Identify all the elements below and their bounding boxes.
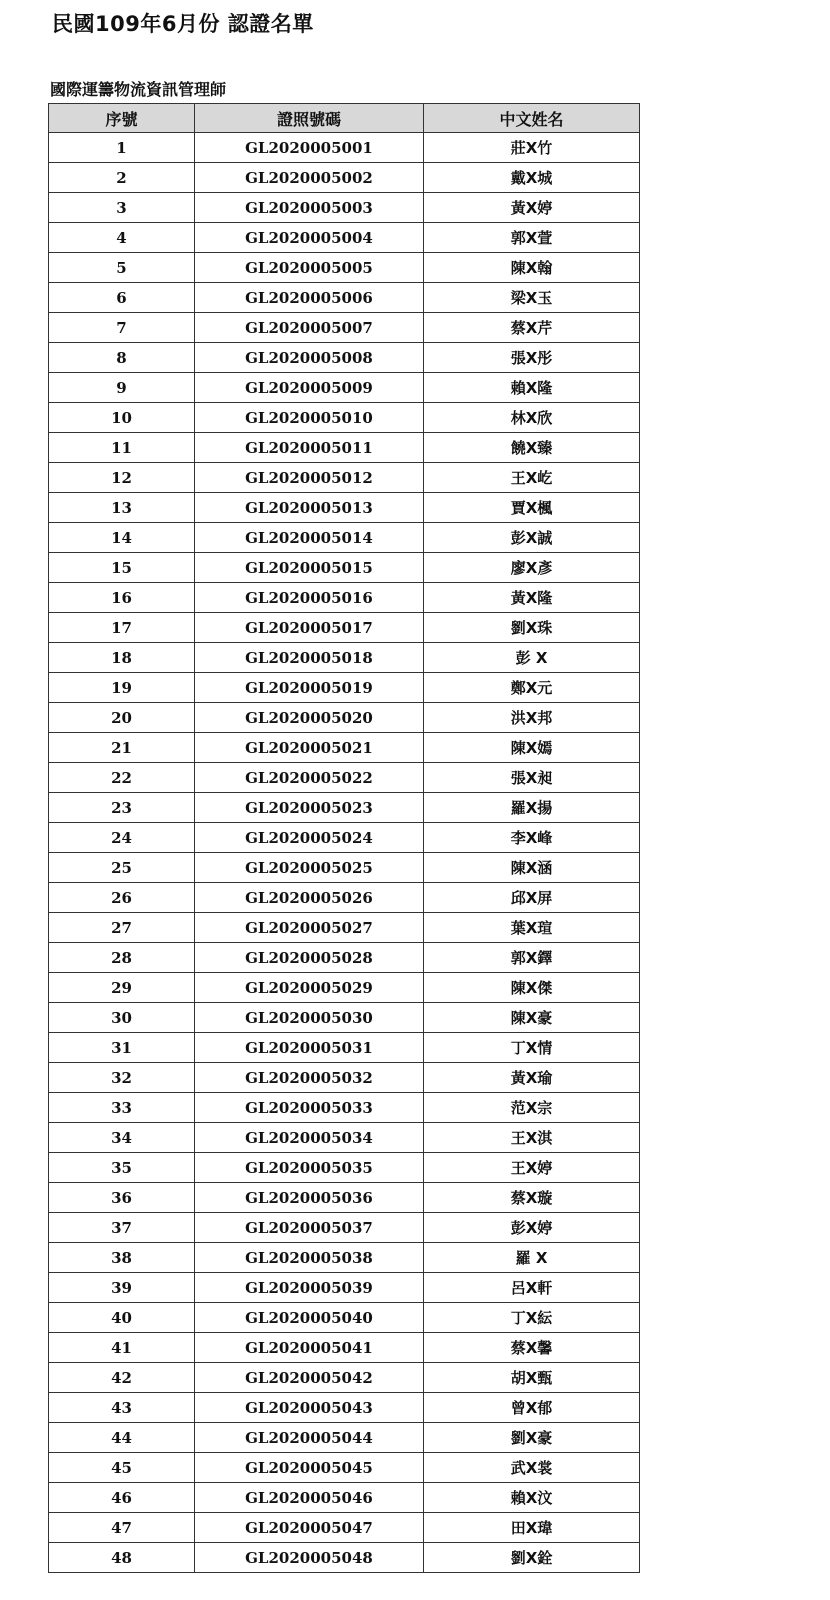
table-row [49, 1123, 640, 1153]
table-row [49, 763, 640, 793]
table-row [49, 133, 640, 163]
cell-chinese-name: 洪X邦 [424, 703, 640, 733]
cell-certificate-number: GL2020005005 [195, 253, 424, 283]
cell-chinese-name: 張X彤 [424, 343, 640, 373]
cell-serial-number: 36 [49, 1183, 195, 1213]
cell-serial-number: 35 [49, 1153, 195, 1183]
table-row [49, 1423, 640, 1453]
cell-serial-number: 11 [49, 433, 195, 463]
header-chinese-name: 中文姓名 [424, 104, 640, 133]
cell-serial-number: 29 [49, 973, 195, 1003]
cell-certificate-number: GL2020005006 [195, 283, 424, 313]
cell-chinese-name: 劉X珠 [424, 613, 640, 643]
cell-certificate-number: GL2020005012 [195, 463, 424, 493]
table-row [49, 943, 640, 973]
header-certificate-number: 證照號碼 [195, 104, 424, 133]
table-row [49, 613, 640, 643]
table-row [49, 253, 640, 283]
cell-serial-number: 26 [49, 883, 195, 913]
cell-certificate-number: GL2020005041 [195, 1333, 424, 1363]
table-row [49, 733, 640, 763]
cell-certificate-number: GL2020005013 [195, 493, 424, 523]
cell-chinese-name: 李X峰 [424, 823, 640, 853]
cell-chinese-name: 賴X汶 [424, 1483, 640, 1513]
cell-chinese-name: 莊X竹 [424, 133, 640, 163]
certification-table-container [48, 103, 639, 1573]
cell-serial-number: 22 [49, 763, 195, 793]
cell-certificate-number: GL2020005028 [195, 943, 424, 973]
table-row [49, 913, 640, 943]
table-row [49, 283, 640, 313]
table-body [49, 133, 640, 1573]
cell-certificate-number: GL2020005003 [195, 193, 424, 223]
cell-certificate-number: GL2020005034 [195, 1123, 424, 1153]
cell-chinese-name: 曾X郁 [424, 1393, 640, 1423]
cell-chinese-name: 田X瑋 [424, 1513, 640, 1543]
cell-chinese-name: 彭 X [424, 643, 640, 673]
header-row [49, 104, 640, 133]
cell-certificate-number: GL2020005001 [195, 133, 424, 163]
cell-certificate-number: GL2020005036 [195, 1183, 424, 1213]
cell-serial-number: 9 [49, 373, 195, 403]
cell-serial-number: 6 [49, 283, 195, 313]
cell-certificate-number: GL2020005033 [195, 1093, 424, 1123]
cell-chinese-name: 陳X豪 [424, 1003, 640, 1033]
cell-serial-number: 10 [49, 403, 195, 433]
cell-certificate-number: GL2020005047 [195, 1513, 424, 1543]
cell-certificate-number: GL2020005008 [195, 343, 424, 373]
cell-serial-number: 8 [49, 343, 195, 373]
cell-serial-number: 12 [49, 463, 195, 493]
cell-certificate-number: GL2020005022 [195, 763, 424, 793]
cell-certificate-number: GL2020005016 [195, 583, 424, 613]
cell-serial-number: 38 [49, 1243, 195, 1273]
cell-serial-number: 44 [49, 1423, 195, 1453]
cell-chinese-name: 戴X城 [424, 163, 640, 193]
table-row [49, 193, 640, 223]
table-row [49, 1213, 640, 1243]
cell-certificate-number: GL2020005031 [195, 1033, 424, 1063]
table-row [49, 553, 640, 583]
cell-certificate-number: GL2020005025 [195, 853, 424, 883]
cell-serial-number: 43 [49, 1393, 195, 1423]
cell-certificate-number: GL2020005023 [195, 793, 424, 823]
certification-table [48, 103, 640, 1573]
cell-chinese-name: 黃X婷 [424, 193, 640, 223]
cell-serial-number: 14 [49, 523, 195, 553]
table-row [49, 1273, 640, 1303]
cell-chinese-name: 梁X玉 [424, 283, 640, 313]
cell-chinese-name: 呂X軒 [424, 1273, 640, 1303]
cell-serial-number: 42 [49, 1363, 195, 1393]
cell-serial-number: 45 [49, 1453, 195, 1483]
cell-chinese-name: 劉X銓 [424, 1543, 640, 1573]
cell-chinese-name: 蔡X芹 [424, 313, 640, 343]
table-header [49, 104, 640, 133]
table-row [49, 1513, 640, 1543]
cell-serial-number: 21 [49, 733, 195, 763]
cell-chinese-name: 王X淇 [424, 1123, 640, 1153]
table-row [49, 523, 640, 553]
table-row [49, 583, 640, 613]
cell-chinese-name: 陳X嫣 [424, 733, 640, 763]
table-row [49, 343, 640, 373]
cell-certificate-number: GL2020005010 [195, 403, 424, 433]
cell-certificate-number: GL2020005002 [195, 163, 424, 193]
cell-certificate-number: GL2020005020 [195, 703, 424, 733]
cell-chinese-name: 彭X誠 [424, 523, 640, 553]
cell-certificate-number: GL2020005045 [195, 1453, 424, 1483]
cell-certificate-number: GL2020005039 [195, 1273, 424, 1303]
cell-chinese-name: 葉X瑄 [424, 913, 640, 943]
cell-certificate-number: GL2020005030 [195, 1003, 424, 1033]
cell-certificate-number: GL2020005019 [195, 673, 424, 703]
cell-chinese-name: 彭X婷 [424, 1213, 640, 1243]
table-row [49, 403, 640, 433]
cell-chinese-name: 鄭X元 [424, 673, 640, 703]
cell-certificate-number: GL2020005007 [195, 313, 424, 343]
cell-serial-number: 40 [49, 1303, 195, 1333]
cell-chinese-name: 陳X翰 [424, 253, 640, 283]
table-row [49, 1393, 640, 1423]
table-row [49, 673, 640, 703]
table-row [49, 703, 640, 733]
table-row [49, 1033, 640, 1063]
cell-certificate-number: GL2020005018 [195, 643, 424, 673]
cell-serial-number: 15 [49, 553, 195, 583]
cell-chinese-name: 王X屹 [424, 463, 640, 493]
cell-serial-number: 48 [49, 1543, 195, 1573]
section-title: 國際運籌物流資訊管理師 [50, 80, 227, 99]
cell-chinese-name: 黃X瑜 [424, 1063, 640, 1093]
cell-chinese-name: 羅X揚 [424, 793, 640, 823]
table-row [49, 163, 640, 193]
cell-serial-number: 46 [49, 1483, 195, 1513]
cell-serial-number: 16 [49, 583, 195, 613]
cell-certificate-number: GL2020005037 [195, 1213, 424, 1243]
cell-serial-number: 4 [49, 223, 195, 253]
cell-certificate-number: GL2020005032 [195, 1063, 424, 1093]
cell-serial-number: 33 [49, 1093, 195, 1123]
table-row [49, 883, 640, 913]
cell-chinese-name: 郭X萱 [424, 223, 640, 253]
cell-chinese-name: 范X宗 [424, 1093, 640, 1123]
table-row [49, 1093, 640, 1123]
table-row [49, 463, 640, 493]
cell-certificate-number: GL2020005046 [195, 1483, 424, 1513]
cell-serial-number: 39 [49, 1273, 195, 1303]
cell-chinese-name: 林X欣 [424, 403, 640, 433]
cell-chinese-name: 饒X臻 [424, 433, 640, 463]
table-row [49, 853, 640, 883]
cell-certificate-number: GL2020005004 [195, 223, 424, 253]
cell-certificate-number: GL2020005015 [195, 553, 424, 583]
table-row [49, 373, 640, 403]
table-row [49, 313, 640, 343]
cell-serial-number: 5 [49, 253, 195, 283]
cell-chinese-name: 陳X涵 [424, 853, 640, 883]
table-row [49, 823, 640, 853]
cell-certificate-number: GL2020005024 [195, 823, 424, 853]
cell-certificate-number: GL2020005026 [195, 883, 424, 913]
cell-certificate-number: GL2020005011 [195, 433, 424, 463]
cell-serial-number: 34 [49, 1123, 195, 1153]
table-row [49, 433, 640, 463]
cell-serial-number: 17 [49, 613, 195, 643]
table-row [49, 1303, 640, 1333]
cell-chinese-name: 丁X紜 [424, 1303, 640, 1333]
cell-chinese-name: 張X昶 [424, 763, 640, 793]
cell-certificate-number: GL2020005043 [195, 1393, 424, 1423]
cell-certificate-number: GL2020005042 [195, 1363, 424, 1393]
cell-serial-number: 27 [49, 913, 195, 943]
cell-serial-number: 25 [49, 853, 195, 883]
cell-certificate-number: GL2020005021 [195, 733, 424, 763]
cell-serial-number: 3 [49, 193, 195, 223]
table-row [49, 1003, 640, 1033]
cell-chinese-name: 蔡X馨 [424, 1333, 640, 1363]
cell-serial-number: 1 [49, 133, 195, 163]
cell-certificate-number: GL2020005014 [195, 523, 424, 553]
table-row [49, 493, 640, 523]
cell-chinese-name: 黃X隆 [424, 583, 640, 613]
cell-certificate-number: GL2020005038 [195, 1243, 424, 1273]
cell-certificate-number: GL2020005029 [195, 973, 424, 1003]
cell-chinese-name: 胡X甄 [424, 1363, 640, 1393]
table-row [49, 1333, 640, 1363]
cell-serial-number: 2 [49, 163, 195, 193]
cell-certificate-number: GL2020005048 [195, 1543, 424, 1573]
table-row [49, 1183, 640, 1213]
cell-chinese-name: 羅 X [424, 1243, 640, 1273]
table-row [49, 1063, 640, 1093]
table-row [49, 793, 640, 823]
cell-serial-number: 47 [49, 1513, 195, 1543]
table-row [49, 223, 640, 253]
cell-serial-number: 23 [49, 793, 195, 823]
cell-certificate-number: GL2020005017 [195, 613, 424, 643]
cell-chinese-name: 廖X彥 [424, 553, 640, 583]
cell-chinese-name: 王X婷 [424, 1153, 640, 1183]
cell-serial-number: 41 [49, 1333, 195, 1363]
cell-serial-number: 18 [49, 643, 195, 673]
cell-certificate-number: GL2020005009 [195, 373, 424, 403]
page-title: 民國109年6月份 認證名單 [52, 12, 314, 36]
cell-chinese-name: 郭X鐸 [424, 943, 640, 973]
header-serial-number: 序號 [49, 104, 195, 133]
cell-chinese-name: 賴X隆 [424, 373, 640, 403]
table-row [49, 973, 640, 1003]
cell-serial-number: 37 [49, 1213, 195, 1243]
cell-serial-number: 30 [49, 1003, 195, 1033]
cell-serial-number: 24 [49, 823, 195, 853]
cell-chinese-name: 丁X情 [424, 1033, 640, 1063]
table-row [49, 1363, 640, 1393]
cell-chinese-name: 邱X屏 [424, 883, 640, 913]
cell-chinese-name: 賈X楓 [424, 493, 640, 523]
cell-serial-number: 28 [49, 943, 195, 973]
table-row [49, 643, 640, 673]
cell-chinese-name: 劉X豪 [424, 1423, 640, 1453]
table-row [49, 1153, 640, 1183]
cell-certificate-number: GL2020005027 [195, 913, 424, 943]
cell-certificate-number: GL2020005044 [195, 1423, 424, 1453]
table-row [49, 1543, 640, 1573]
cell-serial-number: 13 [49, 493, 195, 523]
cell-certificate-number: GL2020005035 [195, 1153, 424, 1183]
cell-chinese-name: 蔡X璇 [424, 1183, 640, 1213]
cell-chinese-name: 陳X傑 [424, 973, 640, 1003]
cell-chinese-name: 武X裳 [424, 1453, 640, 1483]
cell-serial-number: 32 [49, 1063, 195, 1093]
cell-serial-number: 19 [49, 673, 195, 703]
cell-serial-number: 7 [49, 313, 195, 343]
table-row [49, 1483, 640, 1513]
table-row [49, 1453, 640, 1483]
cell-serial-number: 31 [49, 1033, 195, 1063]
cell-certificate-number: GL2020005040 [195, 1303, 424, 1333]
table-row [49, 1243, 640, 1273]
cell-serial-number: 20 [49, 703, 195, 733]
